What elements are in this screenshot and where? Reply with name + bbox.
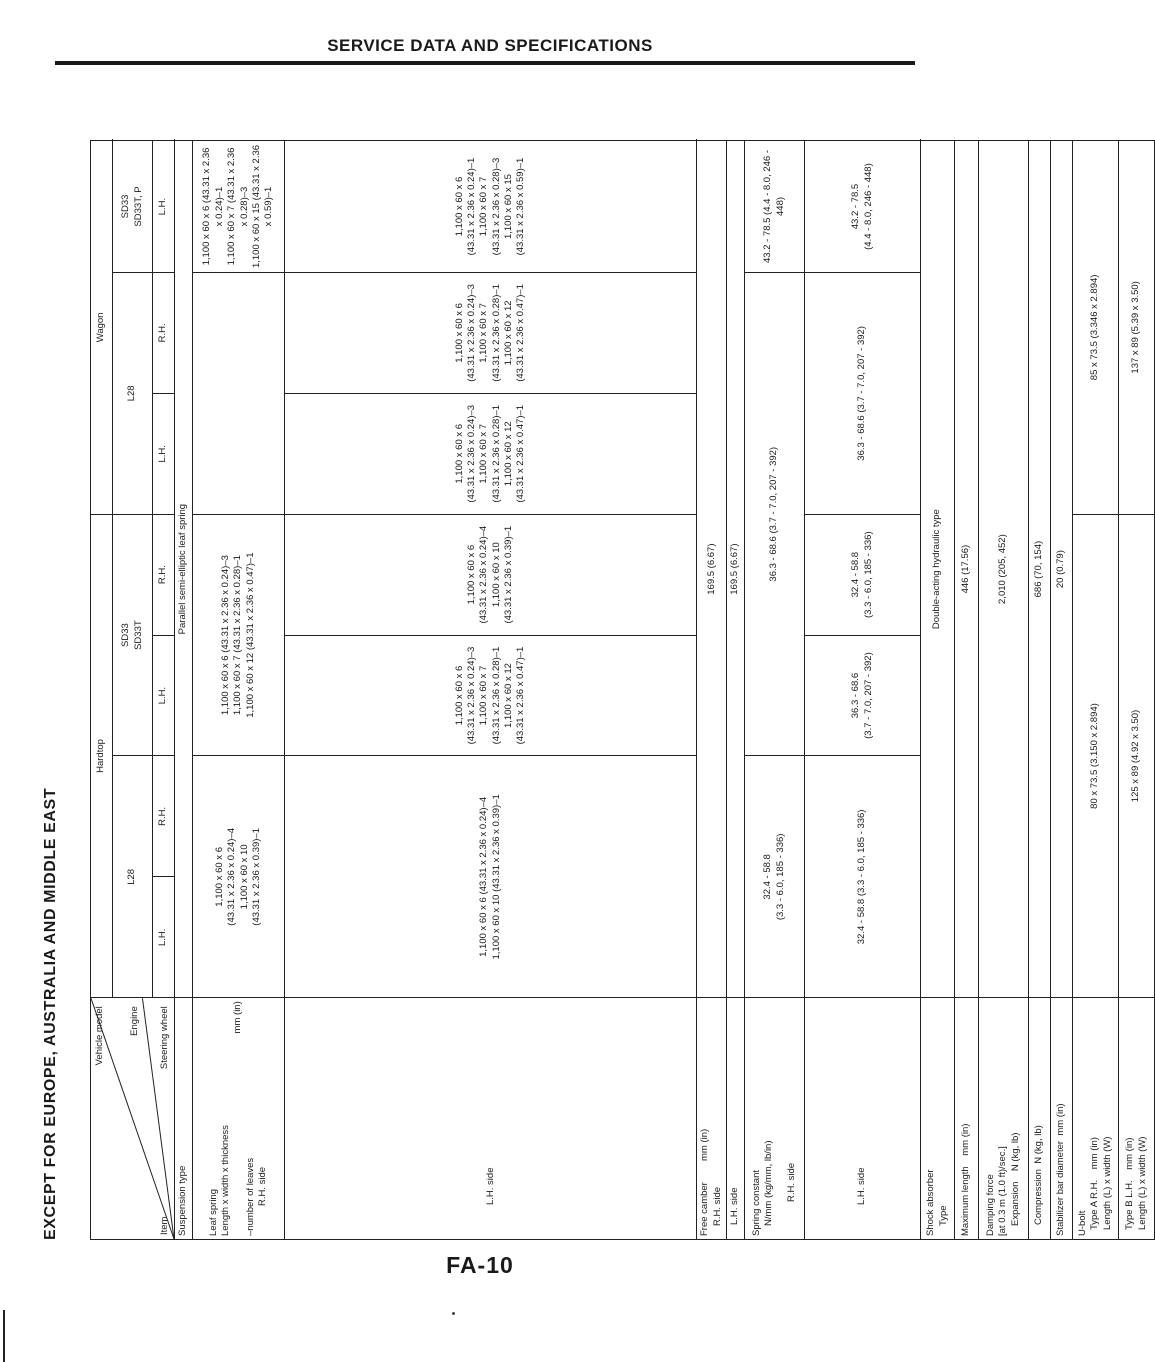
ubolt-type-b-hardtop: 125 x 89 (4.92 x 3.50): [1119, 514, 1155, 998]
steering-lh: L.H.: [153, 877, 175, 998]
steering-wheel-label: Steering wheel: [158, 1006, 170, 1070]
suspension-type-value: Parallel semi-elliptic leaf spring: [175, 141, 193, 998]
header-model-row: [91, 141, 113, 1240]
hardtop-header: Hardtop: [91, 514, 113, 998]
leaf-rh-hardtop-sd33: 1,100 x 60 x 6 (43.31 x 2.36 x 0.24)–3 1,100 x 60 x 7 (43.31 x 2.36 x 0.28)–1 1,100 x 60 x 12 (43.31 x 2.36 x 0.47)–1: [193, 514, 285, 756]
steering-lh: L.H.: [153, 635, 175, 756]
damping-compression-value: 686 (70, 154): [1029, 141, 1051, 998]
spring-constant-lh-row: [805, 141, 921, 1240]
ubolt-type-b-label: Type B L.H. mm (in) Length (L) x width (W): [1119, 998, 1155, 1240]
damping-expansion-row: [979, 141, 1029, 1240]
page-number: FA-10: [446, 1252, 514, 1278]
item-label: Item: [158, 1216, 170, 1235]
engine-l28-hardtop: L28: [113, 756, 153, 998]
leaf-spring-rh-row: [193, 141, 285, 1240]
leaf-lh-hardtop-sd33-lh: 1,100 x 60 x 6 (43.31 x 2.36 x 0.24)–3 1,100 x 60 x 7 (43.31 x 2.36 x 0.28)–1 1,100 x 60 x 12 (43.31 x 2.36 x 0.47)–1: [285, 635, 697, 756]
shock-absorber-type-value: Double-acting hydraulic type: [921, 141, 955, 998]
spring-constant-rh-row: [745, 141, 805, 1240]
leaf-lh-hardtop-l28: 1,100 x 60 x 6 (43.31 x 2.36 x 0.24)–4 1,100 x 60 x 10 (43.31 x 2.36 x 0.39)–1: [285, 756, 697, 998]
leaf-rh-wagon-sd33: 1,100 x 60 x 6 (43.31 x 2.36 x 0.24)–1 1,100 x 60 x 7 (43.31 x 2.36 x 0.28)–3 1,100 x 60 x 15 (43.31 x 2.36 x 0.59)–1: [193, 141, 285, 273]
free-camber-rh-value: 169.5 (6.67): [697, 141, 727, 998]
spring-constant-rh-label: Spring constant N/mm (kg/mm, lb/in) R.H. side: [745, 998, 805, 1240]
shock-absorber-label: Shock absorber Type: [921, 998, 955, 1240]
leaf-lh-wagon-l28-lh: 1,100 x 60 x 6 (43.31 x 2.36 x 0.24)–3 1,100 x 60 x 7 (43.31 x 2.36 x 0.28)–1 1,100 x 60 x 12 (43.31 x 2.36 x 0.47)–1: [285, 393, 697, 514]
engine-sd33-hardtop: SD33 SD33T: [113, 514, 153, 756]
engine-sd33-wagon: SD33 SD33T, P: [113, 141, 153, 273]
corner-header: [91, 998, 175, 1240]
section-title: SERVICE DATA AND SPECIFICATIONS: [327, 36, 653, 55]
steering-lh: L.H.: [153, 141, 175, 273]
max-length-label: Maximum length mm (in): [955, 998, 979, 1240]
free-camber-rh-label: Free camber mm (in) R.H. side: [697, 998, 727, 1240]
spring-constant-lh-label: L.H. side: [805, 998, 921, 1240]
steering-rh: R.H.: [153, 514, 175, 635]
ubolt-type-b-row: [1119, 141, 1155, 1240]
suspension-type-label: Suspension type: [175, 998, 193, 1240]
stabilizer-row: [1051, 141, 1073, 1240]
spring-lh-wagon-l28: 36.3 - 68.6 (3.7 - 7.0, 207 - 392): [805, 272, 921, 514]
leaf-lh-wagon-l28-rh: 1,100 x 60 x 6 (43.31 x 2.36 x 0.24)–3 1,100 x 60 x 7 (43.31 x 2.36 x 0.28)–1 1,100 x 60 x 12 (43.31 x 2.36 x 0.47)–1: [285, 272, 697, 393]
suspension-type-row: [175, 141, 193, 1240]
leaf-lh-wagon-sd33-lh: 1,100 x 60 x 6 (43.31 x 2.36 x 0.24)–1 1,100 x 60 x 7 (43.31 x 2.36 x 0.28)–3 1,100 x 60 x 15 (43.31 x 2.36 x 0.59)–1: [285, 141, 697, 273]
engine-l28-wagon: L28: [113, 272, 153, 514]
engine-label: Engine: [129, 1006, 140, 1036]
leaf-lh-hardtop-sd33-rh: 1,100 x 60 x 6 (43.31 x 2.36 x 0.24)–4 1,100 x 60 x 10 (43.31 x 2.36 x 0.39)–1: [285, 514, 697, 635]
ubolt-type-b-wagon: 137 x 89 (5.39 x 3.50): [1119, 141, 1155, 515]
leaf-rh-hardtop-l28: 1,100 x 60 x 6 (43.31 x 2.36 x 0.24)–4 1,100 x 60 x 10 (43.31 x 2.36 x 0.39)–1: [193, 756, 285, 998]
spec-table: [90, 140, 1155, 1240]
spring-lh-wagon-sd33-lh: 43.2 - 78.5 (4.4 - 8.0, 246 - 448): [805, 141, 921, 273]
vehicle-model-label: Vehicle model: [94, 1006, 105, 1066]
leaf-rh-wagon-l28: [193, 272, 285, 514]
leaf-spring-lh-label: L.H. side: [285, 998, 697, 1240]
ubolt-type-a-row: [1073, 141, 1119, 1240]
rotated-spec-page: [42, 140, 1148, 1240]
steering-rh: R.H.: [153, 272, 175, 393]
leaf-spring-rh-label: Leaf spring Length x width x thickness mm (in) –number of leaves R.H. side: [193, 998, 285, 1240]
table-title: EXCEPT FOR EUROPE, AUSTRALIA AND MIDDLE EAST: [42, 787, 59, 1240]
spring-lh-hardtop-sd33-lh: 36.3 - 68.6 (3.7 - 7.0, 207 - 392): [805, 635, 921, 756]
spring-lh-hardtop-sd33-rh: 32.4 - 58.8 (3.3 - 6.0, 185 - 336): [805, 514, 921, 635]
shock-absorber-row: [921, 141, 955, 1240]
free-camber-lh-value: 169.5 (6.67): [727, 141, 745, 998]
damping-expansion-value: 2,010 (205, 452): [979, 141, 1029, 998]
free-camber-lh-row: [727, 141, 745, 1240]
scan-edge-mark: [3, 1310, 5, 1362]
max-length-value: 446 (17.56): [955, 141, 979, 998]
wagon-header: Wagon: [91, 141, 113, 515]
damping-compression-label: Compression N (kg, lb): [1029, 998, 1051, 1240]
ubolt-type-a-label: U-bolt Type A R.H. mm (in) Length (L) x width (W): [1073, 998, 1119, 1240]
stabilizer-label: Stabilizer bar diameter mm (in): [1051, 998, 1073, 1240]
max-length-row: [955, 141, 979, 1240]
leaf-spring-lh-row: [285, 141, 697, 1240]
spring-lh-hardtop-l28: 32.4 - 58.8 (3.3 - 6.0, 185 - 336): [805, 756, 921, 998]
free-camber-lh-label: L.H. side: [727, 998, 745, 1240]
spring-rh-hardtop-l28: 32.4 - 58.8 (3.3 - 6.0, 185 - 336): [745, 756, 805, 998]
damping-expansion-label: Damping force [at 0.3 m (1.0 ft)/sec.] Expansion N (kg, lb): [979, 998, 1029, 1240]
scan-dot: [452, 1312, 455, 1315]
stabilizer-value: 20 (0.79): [1051, 141, 1073, 998]
damping-compression-row: [1029, 141, 1051, 1240]
spring-rh-wagon-sd33: 43.2 - 78.5 (4.4 - 8.0, 246 - 448): [745, 141, 805, 273]
spring-rh-sd33-l28wagon: 36.3 - 68.6 (3.7 - 7.0, 207 - 392): [745, 272, 805, 756]
header-rule: [55, 61, 915, 65]
free-camber-rh-row: [697, 141, 727, 1240]
ubolt-type-a-wagon: 85 x 73.5 (3.346 x 2.894): [1073, 141, 1119, 515]
ubolt-type-a-hardtop: 80 x 73.5 (3.150 x 2.894): [1073, 514, 1119, 998]
steering-rh: R.H.: [153, 756, 175, 877]
steering-lh: L.H.: [153, 393, 175, 514]
